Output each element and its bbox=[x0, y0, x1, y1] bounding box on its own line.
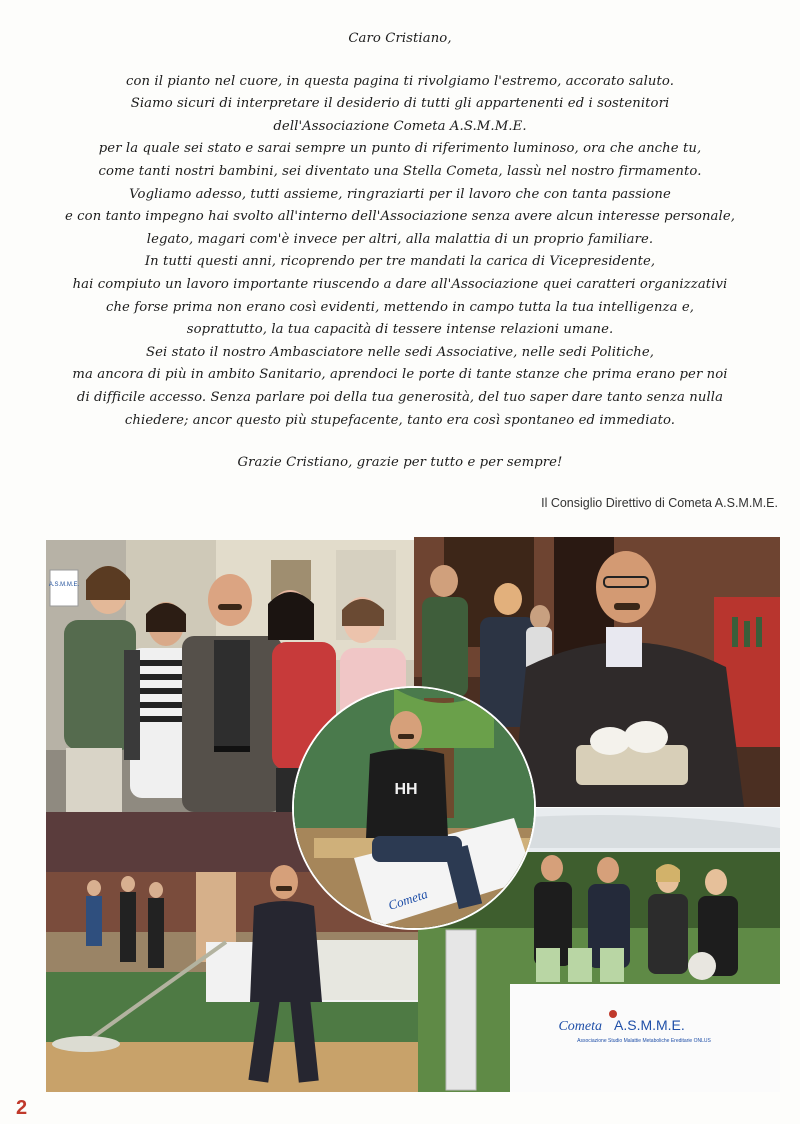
stand-banner-small-text: Associazione Studio Malattie Metaboliche Ereditarie ONLUS bbox=[577, 1038, 711, 1044]
letter-line: legato, magari com'è invece per altri, alla malattia di un proprio familiare. bbox=[146, 231, 654, 247]
letter-signature: Il Consiglio Direttivo di Cometa A.S.M.M.E. bbox=[541, 496, 778, 510]
letter-line: Sei stato il nostro Ambasciatore nelle sedi Associative, nelle sedi Politiche, bbox=[145, 344, 655, 360]
letter-line: In tutti questi anni, ricoprendo per tre mandati la carica di Vicepresidente, bbox=[144, 254, 656, 270]
letter-line: con il pianto nel cuore, in questa pagina ti rivolgiamo l'estremo, accorato saluto. bbox=[125, 73, 675, 89]
letter-line: chiedere; ancor questo più stupefacente, tanto era così spontaneo ed immediato. bbox=[124, 412, 676, 428]
letter-line: di difficile accesso. Senza parlare poi della tua generosità, del tuo saper dare tanto senza nulla bbox=[76, 389, 724, 405]
letter-line: dell'Associazione Cometa A.S.M.M.E. bbox=[273, 118, 527, 134]
letter-line: Vogliamo adesso, tutti assieme, ringraziarti per il lavoro che con tanta passione bbox=[129, 186, 671, 202]
page-number: 2 bbox=[16, 1097, 28, 1119]
photo-round-inset bbox=[294, 688, 534, 928]
letter-line: e con tanto impegno hai svolto all'interno dell'Associazione senza avere alcun interesse personale, bbox=[64, 209, 736, 225]
tshirt-text: HH bbox=[394, 781, 418, 798]
letter-line: che forse prima non erano così evidenti, mettendo in campo tutta la tua intelligenza e, bbox=[105, 299, 695, 315]
letter-line: come tanti nostri bambini, sei diventato una Stella Cometa, lassù nel nostro firmamento. bbox=[98, 163, 702, 179]
stand-banner-subtitle: A.S.M.M.E. bbox=[614, 1017, 685, 1033]
letter-line: soprattutto, la tua capacità di tessere intense relazioni umane. bbox=[186, 322, 614, 338]
letter-salutation: Caro Cristiano, bbox=[348, 31, 452, 46]
letter-line: hai compiuto un lavoro importante riuscendo a dare all'Associazione quei caratteri organizzativi bbox=[72, 276, 728, 292]
sign-text: A.S.M.M.E. bbox=[48, 582, 80, 588]
letter-closing: Grazie Cristiano, grazie per tutto e per sempre! bbox=[237, 455, 563, 471]
letter-line: Siamo sicuri di interpretare il desiderio di tutti gli appartenenti ed i sostenitori bbox=[130, 96, 670, 112]
round-banner-text: Cometa bbox=[386, 886, 430, 913]
letter-line: per la quale sei stato e sarai sempre un punto di riferimento luminoso, ora che anche tu, bbox=[98, 141, 702, 157]
letter-line: ma ancora di più in ambito Sanitario, aprendoci le porte di tante stanze che prima erano per noi bbox=[72, 367, 728, 383]
stand-banner-text: Cometa bbox=[558, 1019, 602, 1034]
